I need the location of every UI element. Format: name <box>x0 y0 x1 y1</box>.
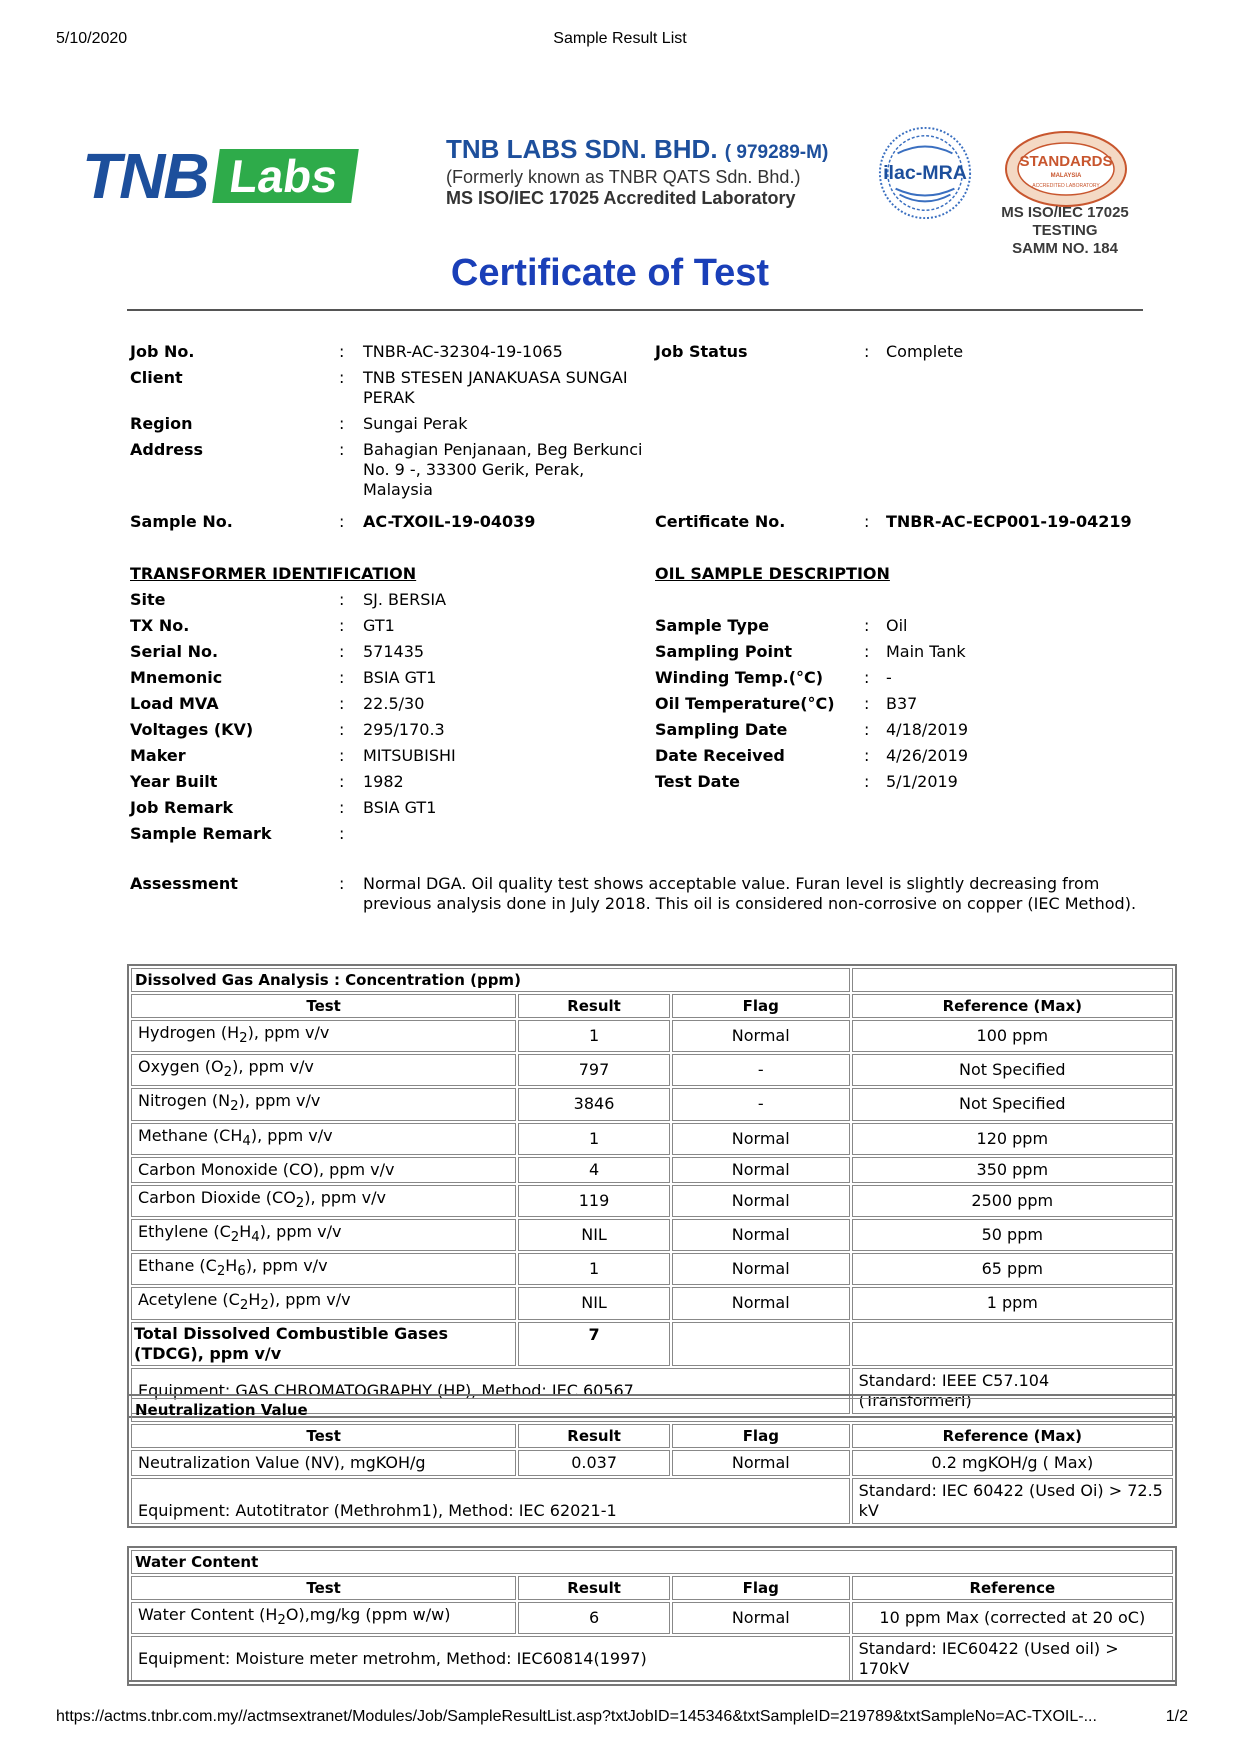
oil-temperature-label: Oil Temperature(°C) <box>655 694 835 713</box>
colon: : <box>864 668 870 687</box>
reference-value: Not Specified <box>852 1088 1173 1120</box>
certificate-title: Certificate of Test <box>450 252 770 294</box>
oil-sample-heading: OIL SAMPLE DESCRIPTION <box>655 564 890 583</box>
dga-standard: Standard: IEEE C57.104 (TransformerI) <box>852 1368 1173 1414</box>
colon: : <box>339 342 345 361</box>
water-standard: Standard: IEC60422 (Used oil) > 170kV <box>852 1636 1173 1682</box>
table-caption-row <box>131 968 1173 992</box>
table-row <box>131 1219 1173 1251</box>
company-name: TNB LABS SDN. BHD. ( 979289-M) <box>446 134 829 164</box>
job-no-label: Job No. <box>130 342 195 361</box>
header-test: Test <box>131 1576 516 1600</box>
result-value: NIL <box>518 1287 670 1319</box>
assessment-label: Assessment <box>130 874 238 893</box>
colon: : <box>339 440 345 459</box>
table-caption-row <box>131 1398 1173 1422</box>
header-divider <box>127 309 1143 311</box>
table-row <box>131 1020 1173 1052</box>
maker-label: Maker <box>130 746 186 765</box>
region-label: Region <box>130 414 193 433</box>
certificate-no-value: TNBR-AC-ECP001-19-04219 <box>886 512 1132 531</box>
tdcg-label: Total Dissolved Combustible Gases (TDCG), ppm v/v <box>131 1322 516 1366</box>
table-header-row <box>131 1576 1173 1600</box>
voltages-value: 295/170.3 <box>363 720 445 739</box>
region-value: Sungai Perak <box>363 414 468 433</box>
test-name: Ethylene $(C_2H_4)$, ppm v/v <box>131 1219 516 1251</box>
standards-malaysia-logo <box>1004 130 1128 208</box>
test-name: Ethane $(C_2H_6)$, ppm v/v <box>131 1253 516 1285</box>
header-reference: Reference <box>852 1576 1173 1600</box>
result-value: 1 <box>518 1123 670 1155</box>
colon: : <box>864 512 870 531</box>
date-received-label: Date Received <box>655 746 785 765</box>
flag-value: Normal <box>672 1157 850 1183</box>
sample-no-value: AC-TXOIL-19-04039 <box>363 512 536 531</box>
sampling-date-value: 4/18/2019 <box>886 720 969 739</box>
print-header <box>0 30 1240 52</box>
colon: : <box>864 746 870 765</box>
table-row <box>131 1602 1173 1634</box>
serial-no-value: 571435 <box>363 642 425 661</box>
standards-sub: MALAYSIA <box>1050 173 1082 179</box>
table-row <box>131 1157 1173 1183</box>
oil-temperature-value: B37 <box>886 694 918 713</box>
header-test: Test <box>131 1424 516 1448</box>
sample-no-label: Sample No. <box>130 512 233 531</box>
water-caption: Water Content <box>131 1550 1173 1574</box>
water-content-table <box>127 1546 1177 1686</box>
colon: : <box>339 772 345 791</box>
print-date: 5/10/2020 <box>56 30 128 47</box>
colon: : <box>339 720 345 739</box>
reference-value: 10 ppm Max (corrected at 20 oC) <box>852 1602 1173 1634</box>
tx-no-label: TX No. <box>130 616 190 635</box>
table-row <box>131 1054 1173 1086</box>
tnb-labs-logo <box>82 140 355 212</box>
header-flag: Flag <box>672 994 850 1018</box>
load-mva-value: 22.5/30 <box>363 694 425 713</box>
table-caption-row <box>131 1550 1173 1574</box>
water-equipment: Equipment: Moisture meter metrohm, Method: IEC60814(1997) <box>131 1636 850 1682</box>
mnemonic-value: BSIA GT1 <box>363 668 437 687</box>
test-name: Acetylene $(C_2H_2)$, ppm v/v <box>131 1287 516 1319</box>
standards-text: STANDARDS <box>1019 153 1113 170</box>
result-value: 4 <box>518 1157 670 1183</box>
print-footer <box>0 1708 1240 1730</box>
winding-temp-label: Winding Temp.(°C) <box>655 668 824 687</box>
year-built-value: 1982 <box>363 772 404 791</box>
test-name: Hydrogen $(H_2)$, ppm v/v <box>131 1020 516 1052</box>
accreditation-mark-text: MS ISO/IEC 17025 TESTING SAMM NO. 184 <box>1001 204 1129 257</box>
table-row <box>131 1253 1173 1285</box>
print-title: Sample Result List <box>553 30 687 47</box>
result-value: 119 <box>518 1185 670 1217</box>
colon: : <box>339 798 345 817</box>
colon: : <box>864 342 870 361</box>
colon: : <box>339 746 345 765</box>
job-status-label: Job Status <box>655 342 748 361</box>
colon: : <box>339 414 345 433</box>
result-value: NIL <box>518 1219 670 1251</box>
colon: : <box>864 694 870 713</box>
flag-value: Normal <box>672 1287 850 1319</box>
equipment-row <box>131 1636 1173 1682</box>
colon: : <box>864 616 870 635</box>
logo-labs-text: Labs <box>212 149 359 203</box>
maker-value: MITSUBISHI <box>363 746 456 765</box>
equipment-row <box>131 1478 1173 1524</box>
nv-standard: Standard: IEC 60422 (Used Oi) > 72.5 kV <box>852 1478 1173 1524</box>
reference-value: 350 ppm <box>852 1157 1173 1183</box>
test-name: Methane $(CH_4)$, ppm v/v <box>131 1123 516 1155</box>
colon: : <box>339 874 345 893</box>
site-label: Site <box>130 590 166 609</box>
assessment-text: Normal DGA. Oil quality test shows acceptable value. Furan level is slightly decreasing from previous analysis done in July 2018. This oil is considered non-corrosive on copper (IEC Method). <box>363 874 1137 913</box>
sampling-point-label: Sampling Point <box>655 642 793 661</box>
reference-value: 100 ppm <box>852 1020 1173 1052</box>
tdcg-row <box>131 1322 1173 1366</box>
table-row <box>131 1185 1173 1217</box>
empty-cell <box>852 1322 1173 1366</box>
colon: : <box>339 642 345 661</box>
site-value: SJ. BERSIA <box>363 590 447 609</box>
reference-value: 0.2 mgKOH/g ( Max) <box>852 1450 1173 1476</box>
winding-temp-value: - <box>886 668 892 687</box>
result-value: 797 <box>518 1054 670 1086</box>
reference-value: 2500 ppm <box>852 1185 1173 1217</box>
sample-remark-label: Sample Remark <box>130 824 272 843</box>
sample-type-value: Oil <box>886 616 908 635</box>
flag-value: - <box>672 1054 850 1086</box>
empty-cell <box>852 968 1173 992</box>
serial-no-label: Serial No. <box>130 642 219 661</box>
result-value: 1 <box>518 1020 670 1052</box>
colon: : <box>339 694 345 713</box>
flag-value: Normal <box>672 1185 850 1217</box>
reference-value: 120 ppm <box>852 1123 1173 1155</box>
test-date-value: 5/1/2019 <box>886 772 958 791</box>
client-value: TNB STESEN JANAKUASA SUNGAI PERAK <box>363 368 628 407</box>
test-name: Oxygen $(O_2)$, ppm v/v <box>131 1054 516 1086</box>
sampling-date-label: Sampling Date <box>655 720 788 739</box>
company-formerly: (Formerly known as TNBR QATS Sdn. Bhd.) <box>446 167 801 187</box>
table-header-row <box>131 1424 1173 1448</box>
load-mva-label: Load MVA <box>130 694 219 713</box>
tx-no-value: GT1 <box>363 616 395 635</box>
colon: : <box>339 616 345 635</box>
company-block <box>446 134 856 209</box>
flag-value: Normal <box>672 1602 850 1634</box>
job-remark-label: Job Remark <box>130 798 234 817</box>
job-status-value: Complete <box>886 342 964 361</box>
table-row <box>131 1287 1173 1319</box>
job-no-value: TNBR-AC-32304-19-1065 <box>363 342 563 361</box>
flag-value: Normal <box>672 1219 850 1251</box>
certificate-no-label: Certificate No. <box>655 512 786 531</box>
result-value: 3846 <box>518 1088 670 1120</box>
dga-equipment: Equipment: GAS CHROMATOGRAPHY (HP), Method: IEC 60567 <box>131 1368 850 1414</box>
neutralization-table <box>127 1394 1177 1528</box>
colon: : <box>339 824 345 843</box>
sampling-point-value: Main Tank <box>886 642 966 661</box>
flag-value: - <box>672 1088 850 1120</box>
table-row <box>131 1450 1173 1476</box>
header-result: Result <box>518 1576 670 1600</box>
logo-tnb-text: TNB <box>82 140 208 212</box>
test-name: Carbon Monoxide (CO), ppm v/v <box>131 1157 516 1183</box>
test-name: Carbon Dioxide $(CO_2)$, ppm v/v <box>131 1185 516 1217</box>
header-result: Result <box>518 994 670 1018</box>
reference-value: 65 ppm <box>852 1253 1173 1285</box>
nv-equipment: Equipment: Autotitrator (Methrohm1), Method: IEC 62021-1 <box>131 1478 850 1524</box>
reference-value: 50 ppm <box>852 1219 1173 1251</box>
header-result: Result <box>518 1424 670 1448</box>
mnemonic-label: Mnemonic <box>130 668 223 687</box>
header-flag: Flag <box>672 1424 850 1448</box>
colon: : <box>339 512 345 531</box>
company-accreditation: MS ISO/IEC 17025 Accredited Laboratory <box>446 188 796 208</box>
flag-value: Normal <box>672 1020 850 1052</box>
address-value: Bahagian Penjanaan, Beg Berkunci No. 9 -, 33300 Gerik, Perak, Malaysia <box>363 440 643 499</box>
result-value: 6 <box>518 1602 670 1634</box>
header-test: Test <box>131 994 516 1018</box>
header-reference: Reference (Max) <box>852 1424 1173 1448</box>
colon: : <box>864 772 870 791</box>
company-reg: ( 979289-M) <box>724 142 829 163</box>
ilac-mra-logo <box>876 124 974 222</box>
test-name: Neutralization Value (NV), mgKOH/g <box>131 1450 516 1476</box>
table-header-row <box>131 994 1173 1018</box>
sample-type-label: Sample Type <box>655 616 770 635</box>
reference-value: 1 ppm <box>852 1287 1173 1319</box>
header-reference: Reference (Max) <box>852 994 1173 1018</box>
colon: : <box>864 642 870 661</box>
flag-value: Normal <box>672 1253 850 1285</box>
dga-table <box>127 964 1177 1418</box>
reference-value: Not Specified <box>852 1054 1173 1086</box>
year-built-label: Year Built <box>130 772 218 791</box>
empty-cell <box>672 1322 850 1366</box>
test-name: Nitrogen $(N_2)$, ppm v/v <box>131 1088 516 1120</box>
flag-value: Normal <box>672 1450 850 1476</box>
colon: : <box>339 668 345 687</box>
header-flag: Flag <box>672 1576 850 1600</box>
colon: : <box>339 590 345 609</box>
test-name: Water Content $(H_2O),mg/kg$ (ppm w/w) <box>131 1602 516 1634</box>
colon: : <box>339 368 345 387</box>
table-row <box>131 1123 1173 1155</box>
result-value: 1 <box>518 1253 670 1285</box>
test-date-label: Test Date <box>655 772 740 791</box>
dga-caption: Dissolved Gas Analysis : Concentration (ppm) <box>131 968 850 992</box>
page-number: 1/2 <box>1165 1708 1188 1725</box>
tdcg-value: 7 <box>518 1322 670 1366</box>
address-label: Address <box>130 440 204 459</box>
table-row <box>131 1088 1173 1120</box>
standards-ring: ACCREDITED LABORATORY <box>1032 183 1100 189</box>
result-value: 0.037 <box>518 1450 670 1476</box>
client-label: Client <box>130 368 183 387</box>
colon: : <box>864 720 870 739</box>
nv-caption: Neutralization Value <box>131 1398 1173 1422</box>
date-received-value: 4/26/2019 <box>886 746 969 765</box>
transformer-heading: TRANSFORMER IDENTIFICATION <box>130 564 417 583</box>
next-table-edge <box>127 1680 1177 1686</box>
job-remark-value: BSIA GT1 <box>363 798 437 817</box>
ilac-text: ilac-MRA <box>883 161 967 184</box>
voltages-label: Voltages (KV) <box>130 720 254 739</box>
print-url: https://actms.tnbr.com.my//actmsextranet/Modules/Job/SampleResultList.asp?txtJobID=145346&txtSampleID=219789&txtSampleNo=AC-TXOIL-... <box>56 1708 1097 1725</box>
flag-value: Normal <box>672 1123 850 1155</box>
